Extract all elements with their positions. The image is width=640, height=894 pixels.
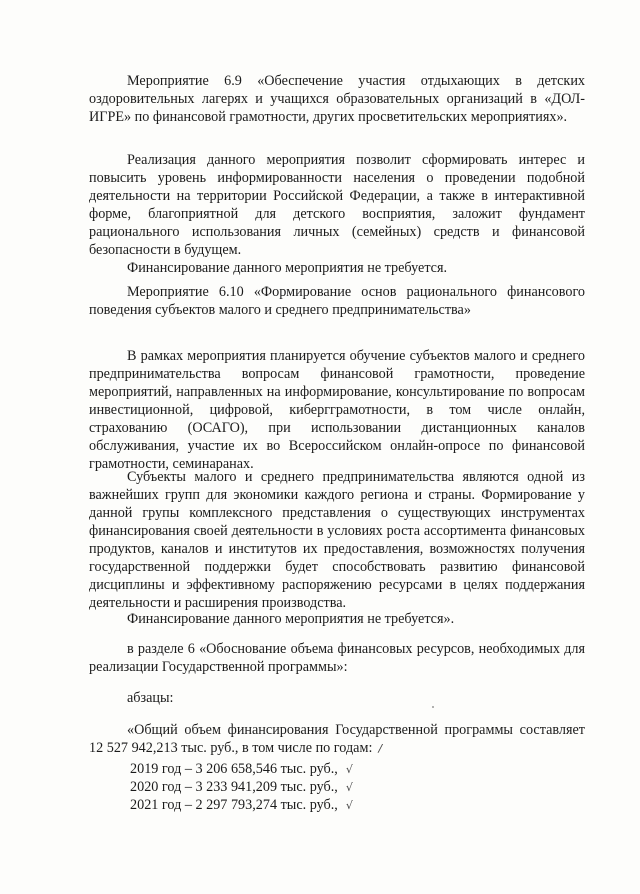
year-amount-text: 2020 год – 3 233 941,209 тыс. руб., — [130, 779, 338, 795]
year-line-2020 — [130, 778, 530, 797]
paragraph-abzatsy: абзацы: — [127, 690, 174, 706]
paragraph-measure-6-10: Мероприятие 6.10 «Формирование основ рационального финансового поведения субъектов малого и среднего предпринимательства» — [89, 284, 585, 318]
total-financing-text: «Общий объем финансирования Государственной программы составляет 12 527 942,213 тыс. руб., в том числе по годам: — [89, 722, 585, 756]
year-line-2021 — [130, 796, 530, 815]
year-line-2019 — [130, 760, 530, 779]
scan-speck — [432, 706, 434, 708]
paragraph-smb-importance: Субъекты малого и среднего предпринимательства являются одной из важнейших групп для экономики каждого региона и страны. Формирование у данной групы комплексного представления о существующих инструментах финансирования своей деятельности в условиях роста ассортимента финансовых продуктов, каналов и институтов их предоставления, возможностях получения государственной поддержки будет способствовать развитию финансовой дисциплины и эффективному распоряжению ресурсами в целях поддержания деятельности и расширения производства. — [89, 469, 585, 611]
paragraph-total-financing — [89, 721, 585, 758]
paragraph-measure-6-10-description: В рамках мероприятия планируется обучение субъектов малого и среднего предпринимательства вопросам финансовой грамотности, проведение мероприятий, направленных на информирование, консультирование по вопросам инвестиционной, цифровой, кибергграмотности, в том числе онлайн, страхованию (ОСАГО), при использовании дистанционных каналов обслуживания, участие их во Всероссийском онлайн-опросе по финансовой грамотности, семинаранах. — [89, 348, 585, 472]
slash-mark-icon: / — [378, 742, 383, 755]
year-amount-text: 2021 год – 2 297 793,274 тыс. руб., — [130, 797, 338, 813]
checkmark-icon: √ — [345, 799, 353, 812]
paragraph-funding-not-required-2: Финансирование данного мероприятия не требуется». — [127, 611, 455, 627]
checkmark-icon: √ — [345, 781, 353, 794]
paragraph-section-6: в разделе 6 «Обоснование объема финансовых ресурсов, необходимых для реализации Государственной программы»: — [89, 641, 585, 675]
paragraph-measure-6-9-description: Реализация данного мероприятия позволит сформировать интерес и повысить уровень информированности населения о проведении подобной деятельности на территории Российской Федерации, а также в интерактивной форме, благоприятной для детского восприятия, заложит фундамент рационального использования личных (семейных) средств и финансовой безопасности в будущем. — [89, 152, 585, 258]
year-amount-text: 2019 год – 3 206 658,546 тыс. руб., — [130, 761, 338, 777]
paragraph-funding-not-required-1: Финансирование данного мероприятия не требуется. — [127, 260, 448, 276]
paragraph-measure-6-9: Мероприятие 6.9 «Обеспечение участия отдыхающих в детских оздоровительных лагерях и учащихся образовательных организаций в «ДОЛ-ИГРЕ» по финансовой грамотности, других просветительских мероприятиях». — [89, 73, 585, 125]
checkmark-icon: √ — [345, 763, 353, 776]
